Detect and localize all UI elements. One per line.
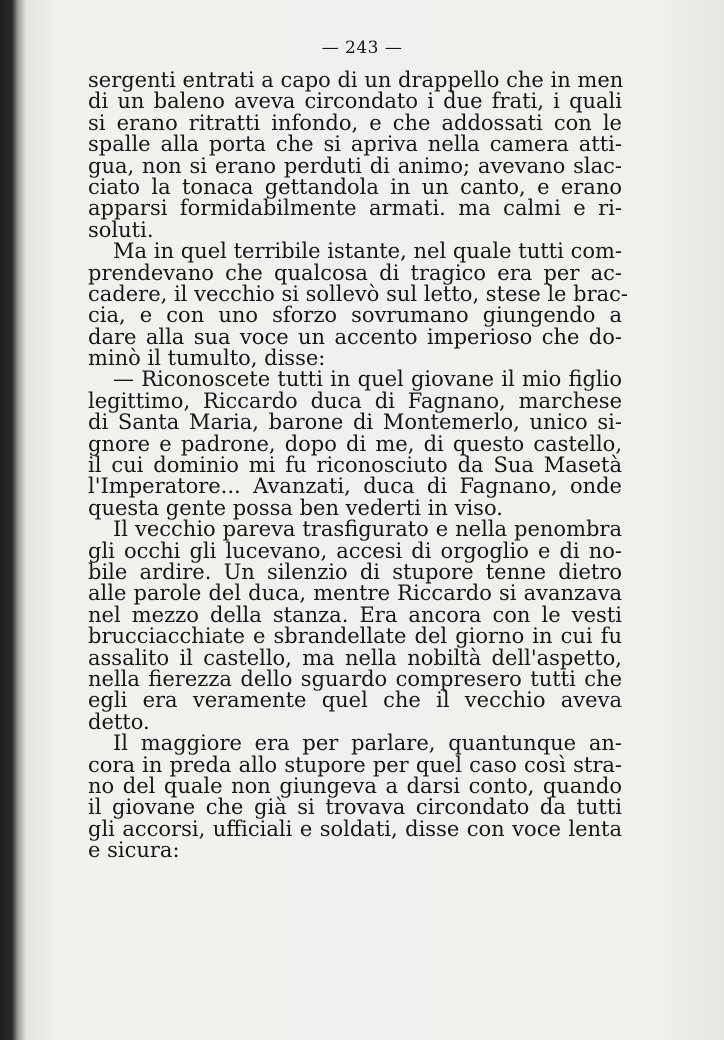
text-line: l'Imperatore... Avanzati, duca di Fagnano, onde xyxy=(88,474,622,499)
text-line: gua, non si erano perduti di animo; avevano slac- xyxy=(88,153,622,178)
text-line: minò il tumulto, disse: xyxy=(88,346,326,371)
text-line: alle parole del duca, mentre Riccardo si avanzava xyxy=(88,581,622,606)
text-line: no del quale non giungeva a darsi conto, quando xyxy=(88,773,622,798)
text-line: di Santa Maria, barone di Montemerlo, unico si- xyxy=(88,410,622,435)
text-line: — Riconoscete tutti in quel giovane il mio figlio xyxy=(113,367,622,392)
text-line: il cui dominio mi fu riconosciuto da Sua Masetà xyxy=(88,453,622,478)
text-line: dare alla sua voce un accento imperioso che do- xyxy=(88,324,622,349)
text-line: soluti. xyxy=(88,217,154,242)
paragraph-3 xyxy=(88,369,622,519)
body-text xyxy=(88,68,628,863)
text-line: cadere, il vecchio si sollevò sul letto, stese le brac- xyxy=(88,281,628,306)
text-line: sergenti entrati a capo di un drappello che in men xyxy=(88,68,624,92)
text-line: apparsi formidabilmente armati. ma calmi e ri- xyxy=(88,196,622,221)
text-line: legittimo, Riccardo duca di Fagnano, marchese xyxy=(88,388,622,413)
text-line: questa gente possa ben vederti in viso. xyxy=(88,495,503,520)
paragraph-5 xyxy=(88,733,622,861)
text-line: bile ardire. Un silenzio di stupore tenne dietro xyxy=(88,559,622,584)
text-line: si erano ritratti infondo, e che addossati con le xyxy=(88,110,622,135)
text-line: il giovane che già si trovava circondato da tutti xyxy=(88,795,622,820)
page-number: — 243 — xyxy=(321,38,403,58)
text-line: nel mezzo della stanza. Era ancora con le vesti xyxy=(88,602,622,627)
text-line: prendevano che qualcosa di tragico era per ac- xyxy=(88,260,622,285)
text-line: assalito il castello, ma nella nobiltà dell'aspetto, xyxy=(88,645,622,670)
text-line: Il maggiore era per parlare, quantunque an- xyxy=(113,731,622,756)
text-line: spalle alla porta che si apriva nella camera atti- xyxy=(88,132,622,157)
text-line: egli era veramente quel che il vecchio aveva xyxy=(88,688,622,713)
text-line: detto. xyxy=(88,709,150,734)
paragraph-1 xyxy=(88,70,622,241)
text-line: Ma in quel terribile istante, nel quale tutti com- xyxy=(113,239,622,264)
text-line: gnore e padrone, dopo di me, di questo castello, xyxy=(88,431,622,456)
text-line: nella fierezza dello sguardo compresero tutti che xyxy=(88,666,622,691)
text-line: Il vecchio pareva trasfigurato e nella penombra xyxy=(113,517,622,542)
text-line: cia, e con uno sforzo sovrumano giungendo a xyxy=(88,303,622,328)
paragraph-2 xyxy=(88,239,628,371)
text-line: e sicura: xyxy=(88,838,180,863)
text-line: di un baleno aveva circondato i due frati, i quali xyxy=(88,89,622,114)
text-line: ciato la tonaca gettandola in un canto, e erano xyxy=(88,174,622,199)
text-line: gli accorsi, ufficiali e soldati, disse con voce lenta xyxy=(88,816,622,841)
paragraph-4 xyxy=(88,519,622,733)
text-line: gli occhi gli lucevano, accesi di orgoglio e di no- xyxy=(88,538,622,563)
text-line: brucciacchiate e sbrandellate del giorno in cui fu xyxy=(88,624,622,649)
text-line: cora in preda allo stupore per quel caso così stra- xyxy=(88,752,622,777)
